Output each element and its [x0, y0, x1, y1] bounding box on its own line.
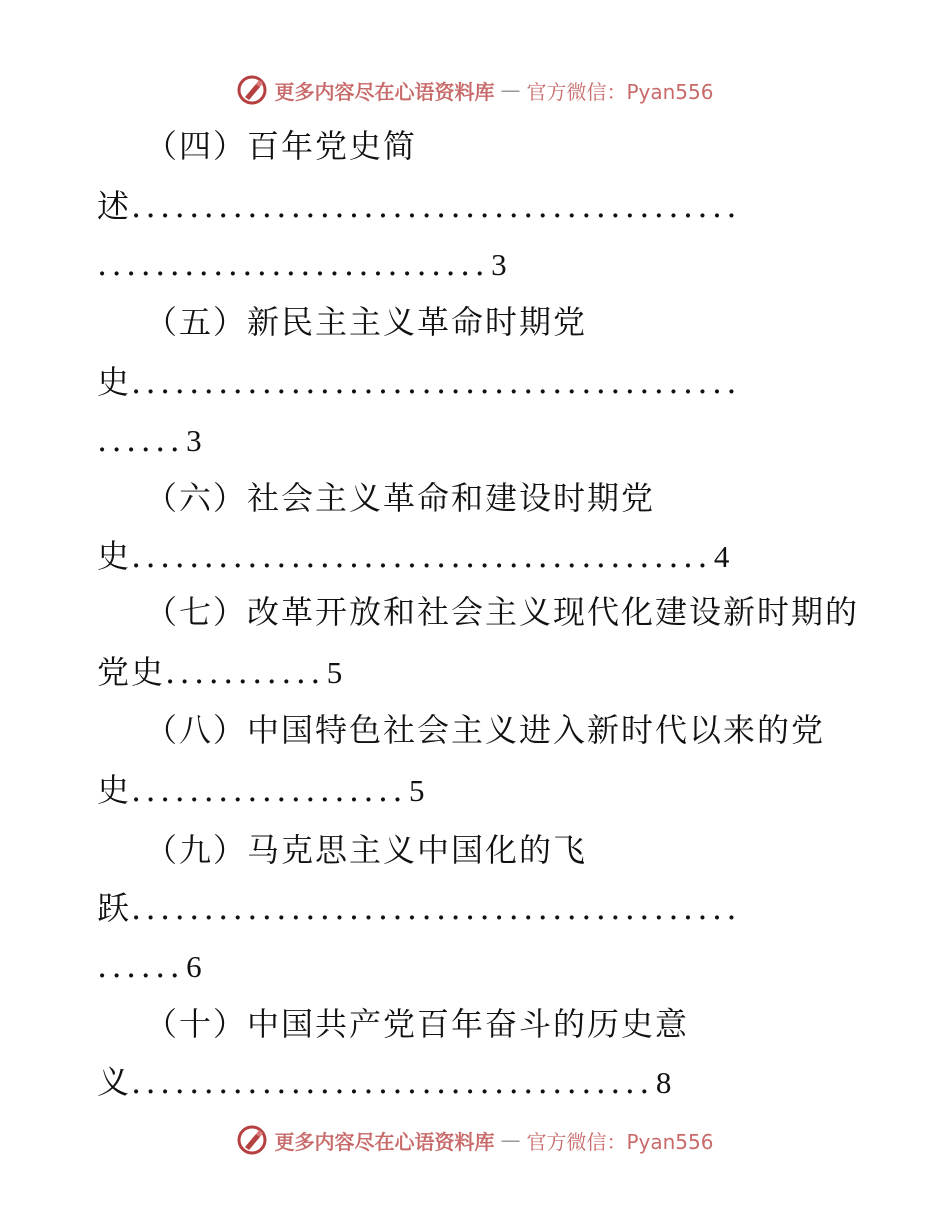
toc-entry-line [97, 942, 204, 990]
toc-entry-text: 跃 [97, 889, 132, 927]
toc-leader-dots: ...... [97, 421, 185, 459]
toc-entry-line [97, 182, 743, 230]
toc-entry-line [97, 358, 743, 406]
toc-heading: （四）百年党史简 [145, 127, 418, 165]
toc-entry-text: 史 [97, 363, 132, 401]
toc-leader-dots: ........................... [97, 245, 490, 283]
toc-page-number: 3 [186, 423, 204, 458]
toc-entry-text: 述 [97, 187, 132, 225]
watermark-text: 更多内容尽在心语资料库 [274, 79, 495, 104]
toc-entry-line [97, 532, 731, 580]
toc-heading: （六）社会主义革命和建设时期党 [145, 479, 656, 517]
toc-page-number: 4 [713, 539, 732, 574]
toc-entry-line [97, 1058, 673, 1106]
toc-leader-dots: .......................................... [131, 363, 741, 401]
toc-page-number: 5 [326, 655, 345, 690]
toc-leader-dots: ........................................ [131, 537, 712, 575]
watermark-account: 官方微信：Pyan556 [526, 1129, 714, 1154]
toc-entry-text: 史 [97, 537, 132, 575]
pen-logo-icon [236, 1124, 268, 1156]
watermark-text: 更多内容尽在心语资料库 [274, 1129, 495, 1154]
toc-leader-dots: .................................... [131, 1063, 654, 1101]
toc-entry-line [97, 884, 743, 932]
watermark-separator: — [500, 78, 521, 102]
watermark-account: 官方微信：Pyan556 [526, 79, 714, 104]
toc-leader-dots: ................... [131, 771, 407, 809]
watermark-separator: — [500, 1128, 521, 1152]
pen-logo-icon [236, 74, 268, 106]
toc-leader-dots: ...... [97, 947, 185, 985]
toc-entry-text: 史 [97, 771, 132, 809]
toc-entry-line [97, 416, 204, 464]
toc-page-number: 5 [408, 773, 427, 808]
toc-entry-line [97, 766, 426, 814]
toc-heading: （五）新民主主义革命时期党 [145, 303, 588, 341]
toc-entry-line [97, 648, 344, 696]
toc-leader-dots: ........... [165, 653, 325, 691]
toc-page-number: 3 [491, 247, 509, 282]
toc-page-number: 6 [186, 949, 204, 984]
watermark-footer [0, 1120, 950, 1160]
toc-page-number: 8 [655, 1065, 674, 1100]
toc-heading: （九）马克思主义中国化的飞 [145, 831, 588, 869]
toc-heading: （十）中国共产党百年奋斗的历史意 [145, 1005, 690, 1043]
toc-leader-dots: .......................................... [131, 889, 741, 927]
toc-heading: （八）中国特色社会主义进入新时代以来的党 [145, 711, 826, 749]
watermark-header [0, 70, 950, 110]
toc-entry-line [97, 240, 509, 288]
toc-heading: （七）改革开放和社会主义现代化建设新时期的 [145, 593, 860, 631]
toc-leader-dots: .......................................... [131, 187, 741, 225]
toc-entry-text: 义 [97, 1063, 132, 1101]
toc-entry-text: 党史 [97, 653, 166, 691]
